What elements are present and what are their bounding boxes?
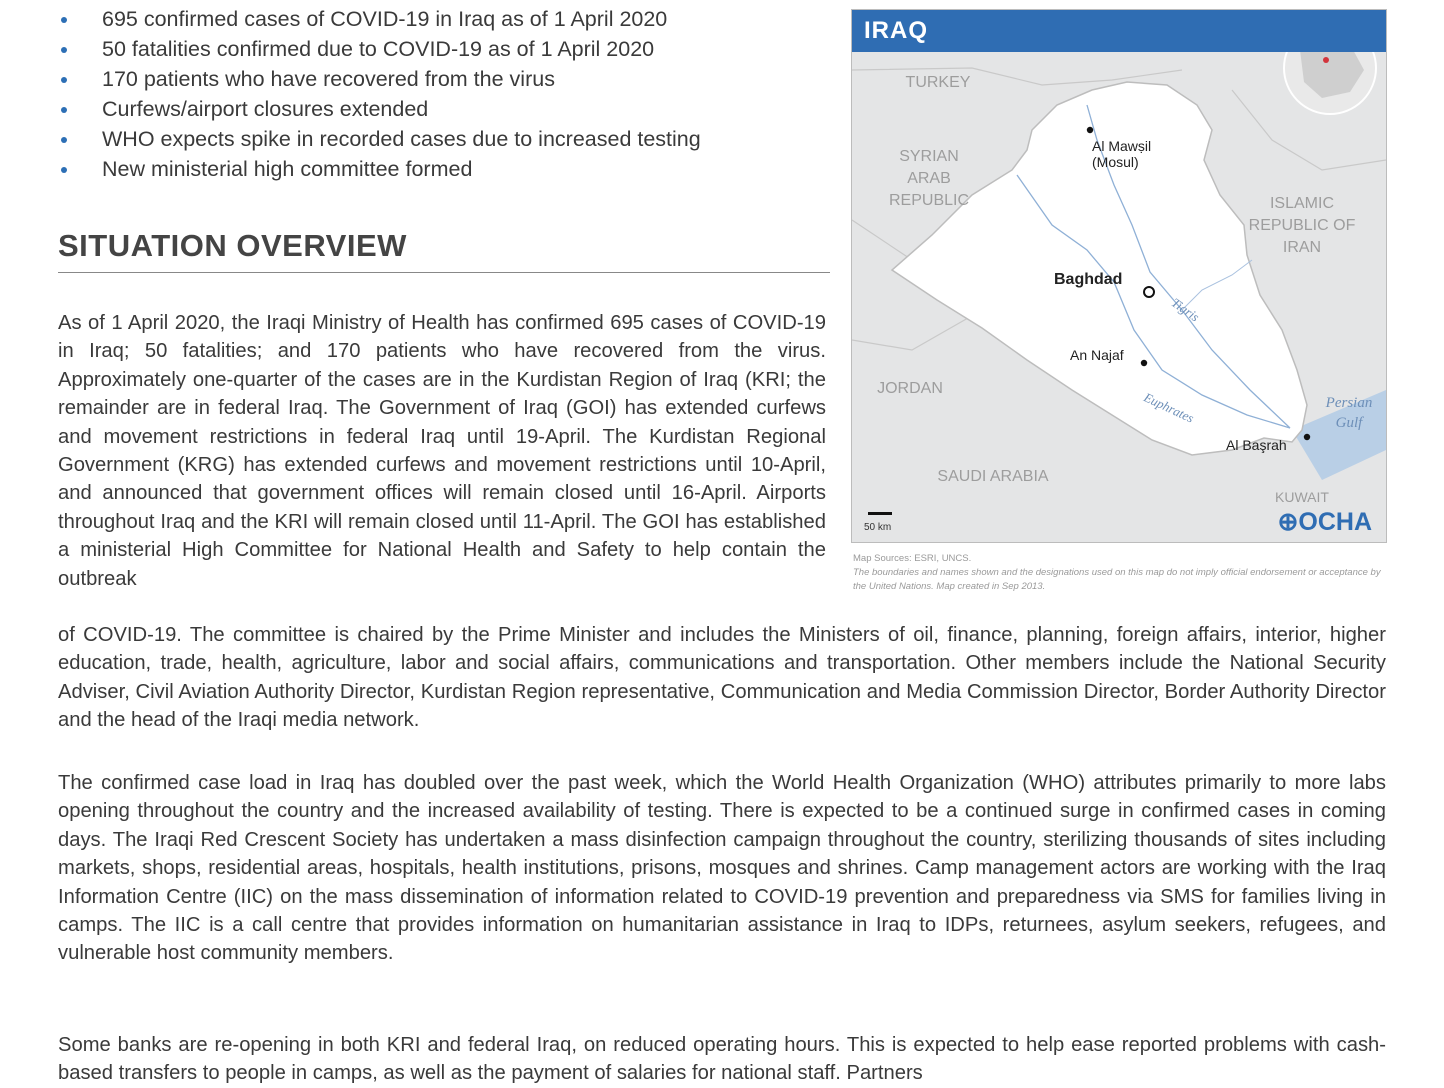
paragraph-situation-part2: of COVID-19. The committee is chaired by the Prime Minister and includes the Ministers of oil, finance, planning, foreign affairs, interior, higher education, trade, health, agriculture, labor and social affairs, communications and transportation. Other members include the National Security Adviser, Civil Aviation Authority Director, Kurdistan Region representative, Communication and Media Commission Director, Border Authority Director and the head of the Iraqi media network. <box>58 624 1386 732</box>
location-marker-icon <box>1323 57 1329 63</box>
ocha-logo: ⊕OCHA <box>1277 508 1372 536</box>
river-label-tigris: Tigris <box>1168 294 1203 325</box>
najaf-marker <box>1141 360 1147 366</box>
bullet-icon <box>61 17 67 23</box>
highlight-item: Curfews/airport closures extended <box>58 94 838 124</box>
paragraph-situation-part1: As of 1 April 2020, the Iraqi Ministry of Health has confirmed 695 cases of COVID-19 in Iraq; 50 fatalities; and 170 patients who have recovered from the virus. Approximately one-quarter of the cases are in the Kurdistan Region of Iraq (KRI; the remainder are in federal Iraq. The Government of Iraq (GOI) has extended curfews and movement restrictions in federal Iraq until 19-April. The Kurdistan Regional Government (KRG) has extended curfews and movement restrictions until 10-April, and announced that government offices will remain closed until 16-April. Airports throughout Iraq and the KRI will remain closed until 11-April. The GOI has established a ministerial High Committee for National Health and Safety to help contain the outbreak <box>58 312 826 590</box>
map-title-bar <box>852 10 1386 52</box>
iraq-map <box>851 9 1387 543</box>
country-label-syria: SYRIAN ARAB REPUBLIC <box>888 148 970 209</box>
city-label-najaf: An Najaf <box>1070 347 1124 363</box>
paragraph-banks: Some banks are re-opening in both KRI and federal Iraq, on reduced operating hours. This is expected to help ease reported problems with cash-based transfers to people in camps, as well as the payment of salaries for national staff. Partners <box>58 1034 1386 1085</box>
basrah-marker <box>1304 434 1310 440</box>
country-label-iran: ISLAMIC REPUBLIC OF IRAN <box>1248 195 1356 256</box>
country-label-saudi-arabia: SAUDI ARABIA <box>937 468 1049 485</box>
baghdad-capital-marker <box>1144 287 1154 297</box>
bullet-icon <box>61 167 67 173</box>
un-emblem-icon: ⊕ <box>1277 508 1299 536</box>
map-disclaimer: The boundaries and names shown and the designations used on this map do not imply official endorsement or acceptance by the United Nations. Map created in Sep 2013. <box>853 567 1381 592</box>
highlight-item: 170 patients who have recovered from the virus <box>58 64 838 94</box>
city-label-baghdad: Baghdad <box>1054 271 1123 288</box>
mosul-marker <box>1087 127 1093 133</box>
highlight-item: 695 confirmed cases of COVID-19 in Iraq as of 1 April 2020 <box>58 4 838 34</box>
scale-bar <box>868 512 892 515</box>
bullet-icon <box>61 107 67 113</box>
water-label-persian-gulf: Persian Gulf <box>1325 395 1373 431</box>
city-label-basrah: Al Başrah <box>1226 437 1287 453</box>
highlights-list <box>58 4 838 184</box>
country-label-jordan: JORDAN <box>877 380 943 397</box>
map-title: IRAQ <box>864 17 928 44</box>
city-label-mosul: Al Mawṣil (Mosul) <box>1092 138 1152 170</box>
map-sources: Map Sources: ESRI, UNCS. <box>853 553 972 564</box>
highlight-item: WHO expects spike in recorded cases due to increased testing <box>58 124 838 154</box>
country-label-kuwait: KUWAIT <box>1275 489 1329 505</box>
highlight-item: 50 fatalities confirmed due to COVID-19 as of 1 April 2020 <box>58 34 838 64</box>
paragraph-case-load: The confirmed case load in Iraq has doubled over the past week, which the World Health Organization (WHO) attributes primarily to more labs opening throughout the country and the increased availability of testing. There is expected to be a continued surge in confirmed cases in coming days. The Iraqi Red Crescent Society has undertaken a mass disinfection campaign throughout the country, sterilizing thousands of sites including markets, shops, residential areas, hospitals, health institutions, prisons, mosques and shrines. Camp management actors are working with the Iraq Information Centre (IIC) on the mass dissemination of information related to COVID-19 prevention and preparedness via SMS for families living in camps. The IIC is a call centre that provides information on humanitarian assistance in Iraq to IDPs, returnees, asylum seekers, refugees, and vulnerable host community members. <box>58 772 1386 965</box>
country-label-turkey: TURKEY <box>905 74 971 91</box>
highlight-item: New ministerial high committee formed <box>58 154 838 184</box>
map-notes <box>853 552 1387 594</box>
river-label-euphrates: Euphrates <box>1141 389 1197 426</box>
bullet-icon <box>61 137 67 143</box>
scale-label: 50 km <box>864 522 892 533</box>
bullet-icon <box>61 77 67 83</box>
section-heading: SITUATION OVERVIEW <box>58 228 830 273</box>
bullet-icon <box>61 47 67 53</box>
